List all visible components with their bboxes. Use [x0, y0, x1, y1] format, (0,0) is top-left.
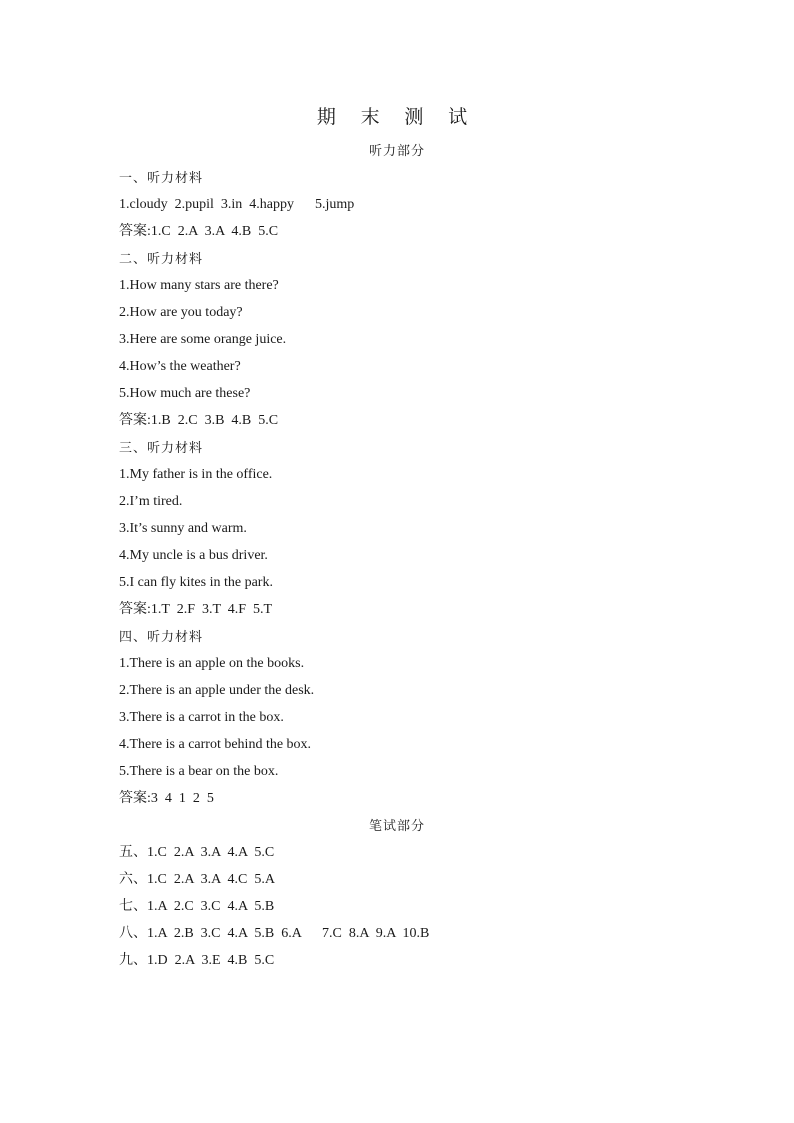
section-2-line-2: 2.How are you today? — [119, 305, 243, 320]
section-2-line-4: 4.How’s the weather? — [119, 359, 241, 374]
written-answer-8: 八、1.A 2.B 3.C 4.A 5.B 6.A 7.C 8.A 9.A 10.B — [119, 926, 430, 941]
section-3-line-5: 5.I can fly kites in the park. — [119, 575, 273, 590]
section-1-line-1: 1.cloudy 2.pupil 3.in 4.happy 5.jump — [119, 197, 355, 212]
listening-section-header: 听力部分 — [368, 143, 425, 158]
written-answer-6: 六、1.C 2.A 3.A 4.C 5.A — [119, 872, 275, 887]
section-3-answer: 答案:1.T 2.F 3.T 4.F 5.T — [119, 602, 273, 617]
section-4-line-2: 2.There is an apple under the desk. — [119, 683, 315, 698]
section-3-heading: 三、听力材料 — [119, 440, 204, 455]
section-3-line-1: 1.My father is in the office. — [119, 467, 273, 482]
page-title: 期 末 测 试 — [316, 107, 478, 128]
section-2-answer: 答案:1.B 2.C 3.B 4.B 5.C — [119, 413, 279, 428]
section-2-line-1: 1.How many stars are there? — [119, 278, 279, 293]
section-4-heading: 四、听力材料 — [119, 629, 204, 644]
section-4-line-3: 3.There is a carrot in the box. — [119, 710, 284, 725]
section-1-answer: 答案:1.C 2.A 3.A 4.B 5.C — [119, 224, 279, 239]
section-4-answer: 答案:3 4 1 2 5 — [119, 791, 214, 806]
written-section-header: 笔试部分 — [368, 818, 425, 833]
section-3-line-4: 4.My uncle is a bus driver. — [119, 548, 268, 563]
written-answer-7: 七、1.A 2.C 3.C 4.A 5.B — [119, 899, 275, 914]
section-2-line-5: 5.How much are these? — [119, 386, 251, 401]
section-1-heading: 一、听力材料 — [119, 170, 204, 185]
written-answer-5: 五、1.C 2.A 3.A 4.A 5.C — [119, 845, 275, 860]
section-3-line-3: 3.It’s sunny and warm. — [119, 521, 247, 536]
section-3-line-2: 2.I’m tired. — [119, 494, 183, 509]
written-answer-9: 九、1.D 2.A 3.E 4.B 5.C — [119, 953, 275, 968]
section-4-line-1: 1.There is an apple on the books. — [119, 656, 305, 671]
section-2-line-3: 3.Here are some orange juice. — [119, 332, 287, 347]
section-4-line-4: 4.There is a carrot behind the box. — [119, 737, 312, 752]
section-4-line-5: 5.There is a bear on the box. — [119, 764, 279, 779]
section-2-heading: 二、听力材料 — [119, 251, 204, 266]
